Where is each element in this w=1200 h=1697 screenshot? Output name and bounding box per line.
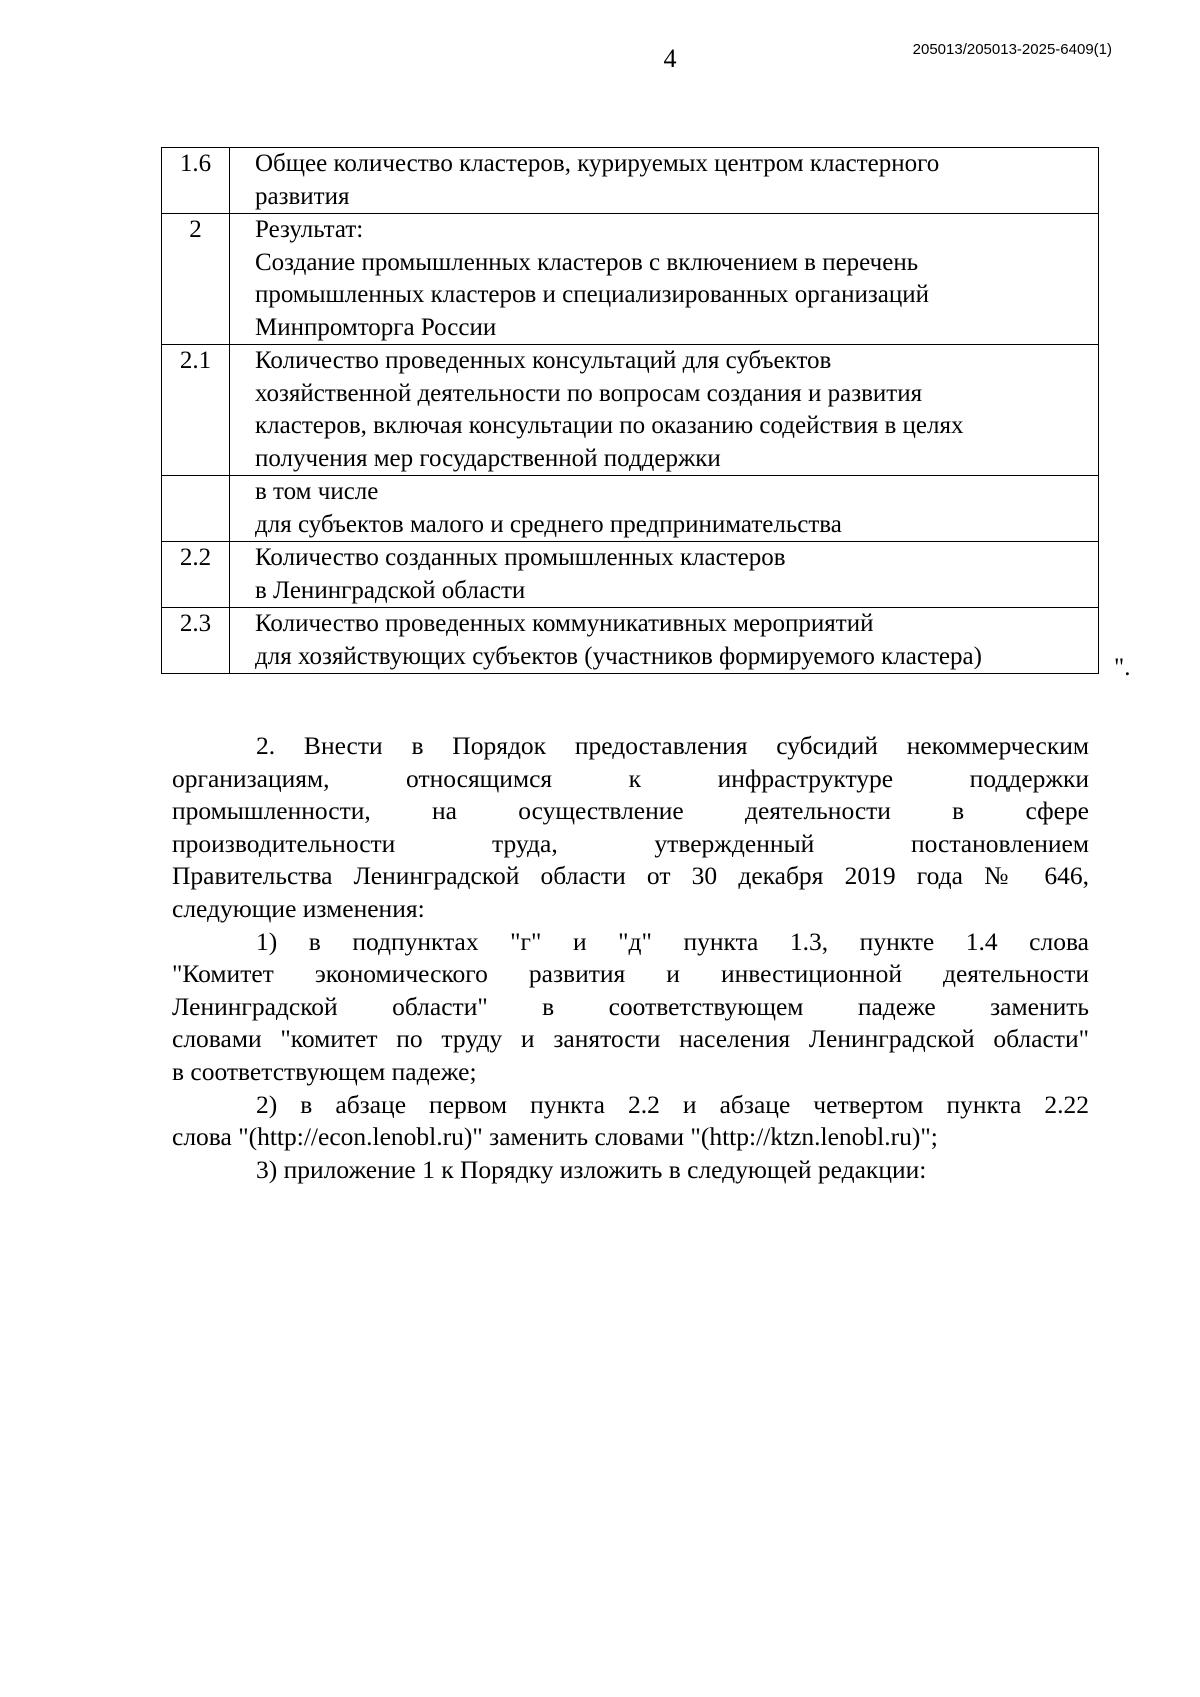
table-row (162, 542, 1099, 608)
row-text-line: Количество проведенных консультаций для субъектов (255, 347, 832, 374)
item-1 (172, 926, 1089, 1089)
row-text-line: для субъектов малого и среднего предпринимательства (255, 510, 842, 538)
text-line: 2) в абзаце первом пункта 2.2 и абзаце четвертом пункта 2.22 (256, 1089, 1089, 1119)
page-number: 4 (663, 44, 677, 73)
text-line: Ленинградской области" в соответствующем падеже заменить (172, 991, 1089, 1021)
row-text-line: получения мер государственной поддержки (255, 444, 721, 472)
row-text-line: для хозяйствующих субъектов (участников формируемого кластера) (255, 642, 982, 670)
row-number: 2.3 (162, 608, 230, 674)
text-line: словами "комитет по труду и занятости населения Ленинградской области" (172, 1024, 1089, 1054)
row-text-line: Результат: (255, 216, 364, 243)
text-line: организациям, относящимся к инфраструктуре поддержки (172, 763, 1089, 793)
table-row (162, 476, 1099, 542)
row-text (230, 214, 1099, 345)
indicators-table (161, 147, 1099, 674)
amendment-text (172, 730, 1089, 1186)
row-text-line: развития (255, 182, 350, 210)
row-text-line: хозяйственной деятельности по вопросам создания и развития (255, 379, 923, 407)
item-2 (172, 1089, 1089, 1154)
text-line: 3) приложение 1 к Порядку изложить в следующей редакции: (256, 1154, 927, 1184)
text-line: следующие изменения: (172, 893, 425, 923)
text-line: "Комитет экономического развития и инвестиционной деятельности (172, 959, 1089, 989)
row-text (230, 345, 1099, 476)
table-row (162, 608, 1099, 674)
row-text-line: Минпромторга России (255, 313, 497, 341)
row-text (230, 542, 1099, 608)
text-line: в соответствующем падеже; (172, 1056, 477, 1086)
row-text (230, 608, 1099, 674)
row-text (230, 476, 1099, 542)
row-text-line: Количество проведенных коммуникативных мероприятий (255, 610, 874, 637)
item-3 (172, 1154, 1089, 1187)
text-line: производительности труда, утвержденный постановлением (172, 828, 1089, 858)
table-row (162, 214, 1099, 345)
row-text-line: Количество созданных промышленных кластеров (255, 544, 786, 571)
row-number (162, 476, 230, 542)
document-id: 205013/205013-2025-6409(1) (912, 41, 1112, 58)
text-line: слова "(http://econ.lenobl.ru)" заменить словами "(http://ktzn.lenobl.ru)"; (172, 1122, 938, 1152)
table-row (162, 148, 1099, 214)
row-number: 1.6 (162, 148, 230, 214)
text-line: 2. Внести в Порядок предоставления субсидий некоммерческим (256, 731, 1089, 760)
row-text-line: Создание промышленных кластеров с включением в перечень (255, 248, 919, 276)
row-text (230, 148, 1099, 214)
row-number: 2.2 (162, 542, 230, 608)
table-row (162, 345, 1099, 476)
row-text-line: в Ленинградской области (255, 576, 526, 604)
row-number: 2 (162, 214, 230, 345)
indicators-table-container (161, 147, 1099, 674)
text-line: 1) в подпунктах "г" и "д" пункта 1.3, пункте 1.4 слова (256, 926, 1089, 956)
text-line: Правительства Ленинградской области от 30 декабря 2019 года № 646, (172, 861, 1089, 891)
row-text-line: в том числе (255, 478, 379, 505)
row-text-line: кластеров, включая консультации по оказанию содействия в целях (255, 412, 964, 439)
closing-quote-mark: ". (1114, 654, 1131, 681)
row-text-line: Общее количество кластеров, курируемых центром кластерного (255, 150, 940, 177)
row-number: 2.1 (162, 345, 230, 476)
text-line: промышленности, на осуществление деятельности в сфере (172, 796, 1089, 826)
row-text-line: промышленных кластеров и специализированных организаций (255, 281, 930, 308)
paragraph-2 (172, 730, 1089, 926)
